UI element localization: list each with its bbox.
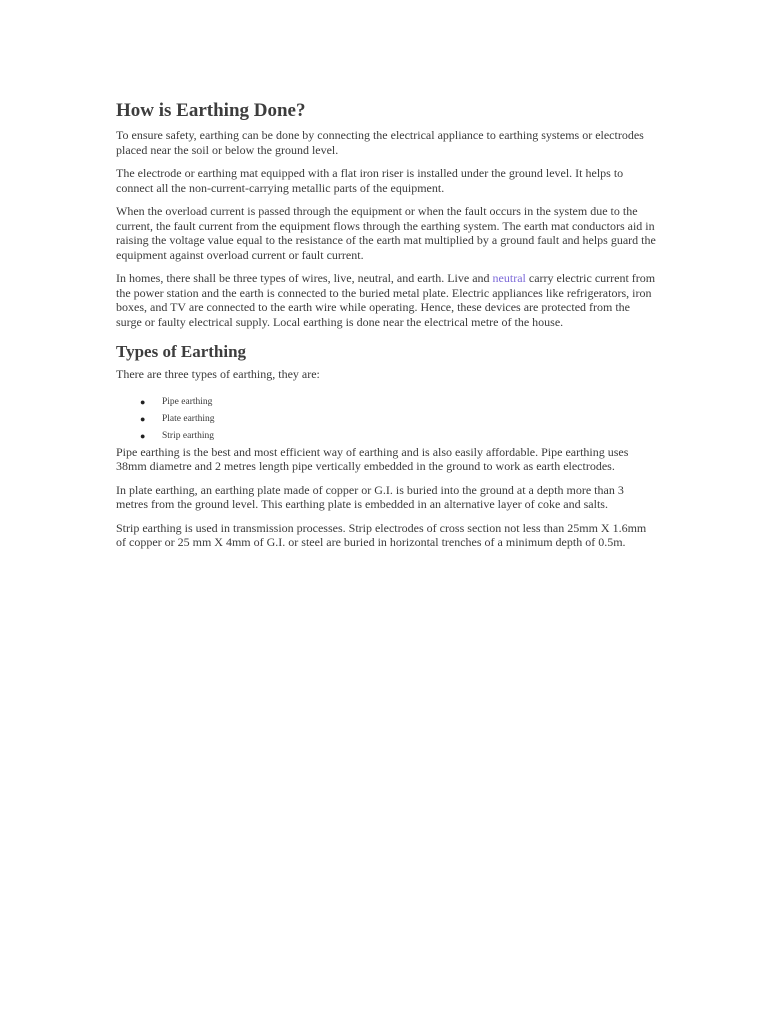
heading-how-is-earthing-done: How is Earthing Done? xyxy=(116,100,306,121)
types-of-earthing-list xyxy=(116,394,656,445)
list-item xyxy=(116,394,656,411)
paragraph-homes-wires xyxy=(116,271,656,329)
paragraph-intro-safety: To ensure safety, earthing can be done by connecting the electrical appliance to earthing systems or electrodes placed near the soil or below the ground level. xyxy=(116,128,644,157)
neutral-link[interactable]: neutral xyxy=(492,271,526,285)
paragraph-pipe-earthing: Pipe earthing is the best and most efficient way of earthing and is also easily affordable. Pipe earthing uses 38mm diametre and 2 metres length pipe vertically embedded in the ground to work as earth electrodes. xyxy=(116,444,629,473)
list-item xyxy=(116,428,656,445)
heading-types-of-earthing: Types of Earthing xyxy=(116,342,247,361)
homes-text-after-link: carry electric current from the power station and the earth is connected to the buried metal plate. Electric appliances like refrigerators, iron boxes, and TV are connected to the earth wire while operating. Hence, these devices are protected from the surge or faulty electrical supply. Local earthing is done near the electrical metre of the house. xyxy=(116,271,656,329)
list-item-label: Pipe earthing xyxy=(162,396,213,407)
paragraph-overload-current: When the overload current is passed through the equipment or when the fault occurs in the system due to the current, the fault current from the equipment flows through the earthing system. The earth mat conductors aid in raising the voltage value equal to the resistance of the earth mat multiplied by a ground fault and helps guard the equipment against overload current or fault current. xyxy=(116,204,656,262)
paragraph-plate-earthing: In plate earthing, an earthing plate made of copper or G.I. is buried into the ground at a depth more than 3 metres from the ground level. This earthing plate is embedded in an alternative layer of coke and salts. xyxy=(116,482,624,511)
list-item-label: Plate earthing xyxy=(162,413,215,424)
paragraph-strip-earthing: Strip earthing is used in transmission processes. Strip electrodes of cross section not less than 25mm X 1.6mm of copper or 25 mm X 4mm of G.I. or steel are buried in horizontal trenches of a minimum depth of 0.5m. xyxy=(116,520,647,549)
homes-text-before-link: In homes, there shall be three types of wires, live, neutral, and earth. Live and xyxy=(116,271,493,285)
paragraph-types-intro: There are three types of earthing, they are: xyxy=(116,367,320,381)
paragraph-earthing-mat: The electrode or earthing mat equipped with a flat iron riser is installed under the ground level. It helps to connect all the non-current-carrying metallic parts of the equipment. xyxy=(116,166,624,195)
bullet-icon: ● xyxy=(140,413,146,424)
bullet-icon: ● xyxy=(140,396,146,407)
document-page xyxy=(116,98,656,559)
list-item xyxy=(116,411,656,428)
bullet-icon: ● xyxy=(140,430,146,441)
list-item-label: Strip earthing xyxy=(162,430,214,441)
